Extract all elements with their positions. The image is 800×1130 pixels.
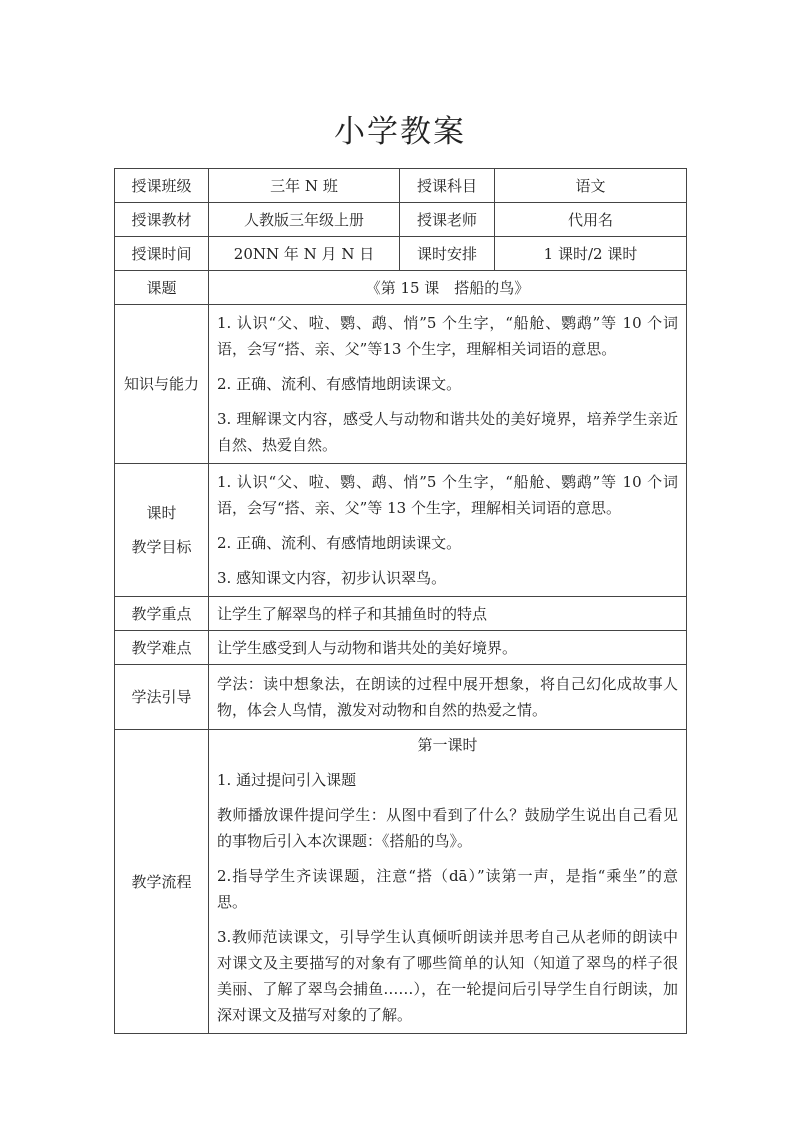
key-point-label: 教学重点 — [115, 597, 209, 631]
method-label: 学法引导 — [115, 665, 209, 730]
process-item: 教师播放课件提问学生：从图中看到了什么？鼓励学生说出自己看见的事物后引入本次课题：《搭船的鸟》。 — [217, 806, 678, 850]
lesson-goals-label-line1: 课时 — [146, 504, 177, 522]
time-value: 20NN 年 N 月 N 日 — [209, 237, 400, 271]
method-value: 学法：读中想象法，在朗读的过程中展开想象，将自己幻化成故事人物，体会人鸟情，激发对动物和自然的热爱之情。 — [217, 675, 678, 719]
class-value: 三年 N 班 — [209, 169, 400, 203]
process-heading: 第一课时 — [417, 736, 478, 754]
difficulty-cell — [209, 631, 687, 665]
row-knowledge — [115, 305, 687, 464]
teacher-value: 代用名 — [495, 203, 687, 237]
page-title: 小学教案 — [334, 114, 466, 150]
difficulty-value: 让学生感受到人与动物和谐共处的美好境界。 — [217, 638, 518, 657]
row-process — [115, 730, 687, 1034]
row-lesson-goals — [115, 464, 687, 597]
lesson-goal-item: 3. 感知课文内容，初步认识翠鸟。 — [217, 569, 447, 587]
knowledge-item: 2. 正确、流利、有感情地朗读课文。 — [217, 375, 462, 393]
knowledge-cell — [209, 305, 687, 464]
lesson-goal-item: 1. 认识“父、啦、鹦、鹉、悄”5 个生字，“船舱、鹦鹉”等 10 个词语，会写“搭、亲、父”等 13 个生字，理解相关词语的意思。 — [217, 473, 678, 517]
process-item: 3.教师范读课文，引导学生认真倾听朗读并思考自己从老师的朗读中对课文及主要描写的对象有了哪些简单的认知（知道了翠鸟的样子很美丽、了解了翠鸟会捕鱼……），在一轮提问后引导学生自行朗读，加深对课文及描写对象的了解。 — [217, 928, 678, 1024]
process-item: 2.指导学生齐读课题，注意“搭（dā）”读第一声，是指“乘坐”的意思。 — [217, 867, 678, 911]
subject-label: 授课科目 — [400, 169, 495, 203]
textbook-value: 人教版三年级上册 — [209, 203, 400, 237]
time-label: 授课时间 — [115, 237, 209, 271]
subject-value: 语文 — [495, 169, 687, 203]
lesson-goal-item: 2. 正确、流利、有感情地朗读课文。 — [217, 534, 462, 552]
difficulty-label: 教学难点 — [115, 631, 209, 665]
key-point-value: 让学生了解翠鸟的样子和其捕鱼时的特点 — [217, 604, 488, 623]
row-difficulty — [115, 631, 687, 665]
lesson-goals-cell — [209, 464, 687, 597]
process-cell — [209, 730, 687, 1034]
topic-label: 课题 — [115, 271, 209, 305]
schedule-label: 课时安排 — [400, 237, 495, 271]
row-class-subject — [115, 169, 687, 203]
row-topic — [115, 271, 687, 305]
row-time-schedule — [115, 237, 687, 271]
method-cell — [209, 665, 687, 730]
class-label: 授课班级 — [115, 169, 209, 203]
lesson-goals-label — [115, 464, 209, 597]
row-key-point — [115, 597, 687, 631]
process-label: 教学流程 — [115, 730, 209, 1034]
topic-value: 《第 15 课 搭船的鸟》 — [209, 271, 687, 305]
row-textbook-teacher — [115, 203, 687, 237]
key-point-cell — [209, 597, 687, 631]
schedule-value: 1 课时/2 课时 — [495, 237, 687, 271]
knowledge-item: 3. 理解课文内容，感受人与动物和谐共处的美好境界，培养学生亲近自然、热爱自然。 — [217, 410, 678, 454]
knowledge-label: 知识与能力 — [115, 305, 209, 464]
textbook-label: 授课教材 — [115, 203, 209, 237]
process-item: 1. 通过提问引入课题 — [217, 771, 357, 789]
teacher-label: 授课老师 — [400, 203, 495, 237]
lesson-goals-label-line2: 教学目标 — [131, 538, 192, 556]
lesson-plan-table — [114, 168, 687, 1034]
knowledge-item: 1. 认识“父、啦、鹦、鹉、悄”5 个生字，“船舱、鹦鹉”等 10 个词语，会写“搭、亲、父”等13 个生字，理解相关词语的意思。 — [217, 314, 678, 358]
row-method — [115, 665, 687, 730]
